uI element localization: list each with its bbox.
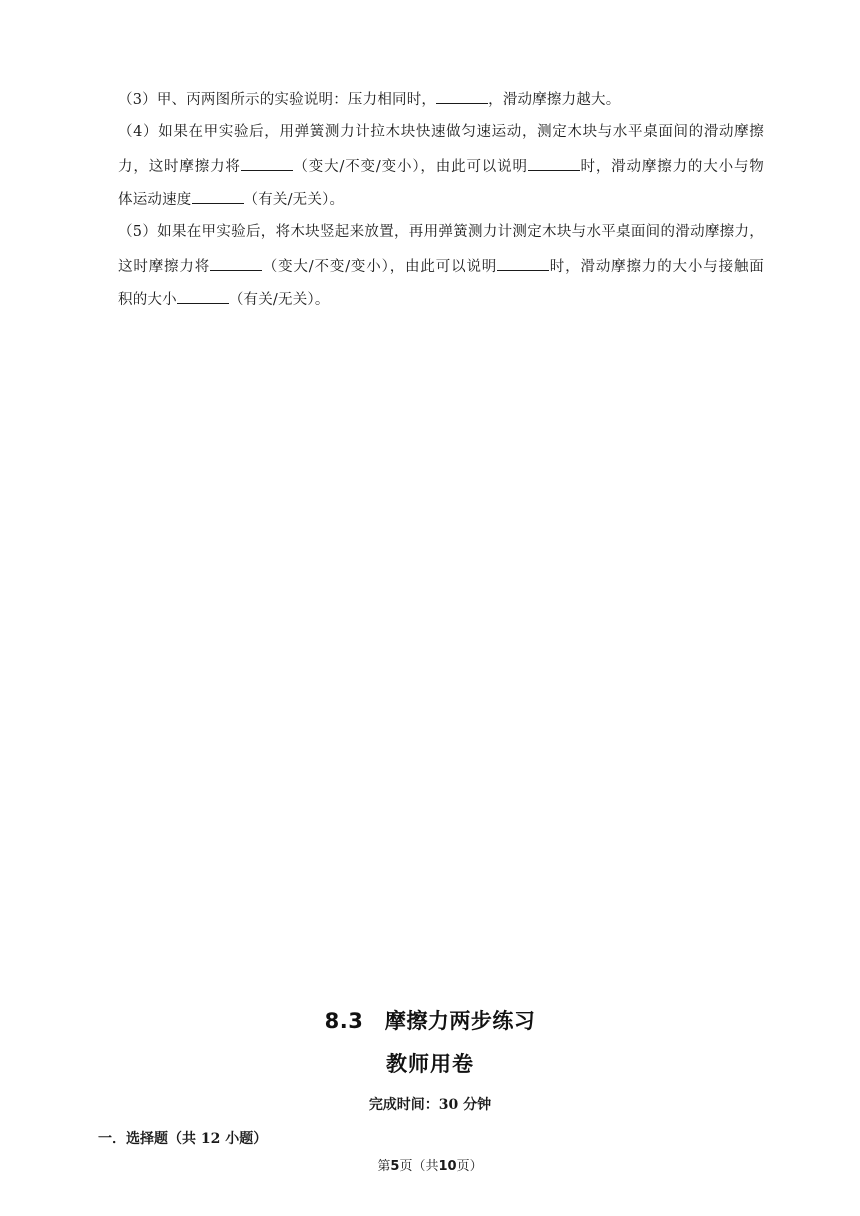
q4-text-b: （变大/不变/变小），由此可以说明: [292, 159, 528, 175]
q4-text-c: 时，滑动摩擦力的大小与物: [579, 159, 764, 175]
q4-text-e: （有关/无关）。: [243, 192, 345, 208]
q4-text-a: 力，这时摩擦力将: [118, 159, 241, 175]
footer-page-number: 5: [390, 1159, 400, 1174]
q5-text-d: 积的大小: [118, 292, 177, 308]
answer-blank: [528, 156, 580, 171]
completion-time: 完成时间：30 分钟: [368, 1097, 492, 1113]
q4-text-d: 体运动速度: [118, 192, 192, 208]
q3-text-b: ，滑动摩擦力越大。: [488, 92, 621, 108]
question-4-line-3: [118, 189, 344, 210]
question-5-line-2: [118, 256, 764, 277]
question-4-line-2: [118, 156, 764, 177]
q3-text-a: （3）甲、丙两图所示的实验说明：压力相同时，: [118, 92, 437, 108]
footer-total-pages: 10: [438, 1159, 457, 1174]
page-footer: [0, 1155, 860, 1174]
footer-suffix: 页）: [456, 1159, 483, 1174]
q5-text-b: （变大/不变/变小），由此可以说明: [262, 259, 498, 275]
q5-text-c: 时，滑动摩擦力的大小与接触面: [549, 259, 764, 275]
question-4-line-1: （4）如果在甲实验后，用弹簧测力计拉木块快速做匀速运动，测定木块与水平桌面间的滑动摩擦: [118, 124, 764, 140]
answer-blank: [192, 189, 244, 204]
footer-prefix: 第: [377, 1159, 391, 1174]
q5-text-a: 这时摩擦力将: [118, 259, 211, 275]
q5-text-e: （有关/无关）。: [228, 292, 330, 308]
answer-blank: [177, 289, 229, 304]
answer-blank: [241, 156, 293, 171]
section-heading: 一．选择题（共 12 小题）: [98, 1131, 268, 1147]
answer-blank: [497, 256, 549, 271]
answer-blank: [210, 256, 262, 271]
page-subtitle: 教师用卷: [386, 1052, 474, 1076]
question-5-line-1: （5）如果在甲实验后，将木块竖起来放置，再用弹簧测力计测定木块与水平桌面间的滑动摩擦力，: [118, 224, 764, 240]
question-5-line-3: [118, 289, 330, 310]
page-title: 8.3 摩擦力两步练习: [324, 1009, 536, 1033]
answer-blank: [436, 89, 488, 104]
question-3-line-1: [118, 89, 620, 110]
footer-middle: 页（共: [399, 1159, 439, 1174]
